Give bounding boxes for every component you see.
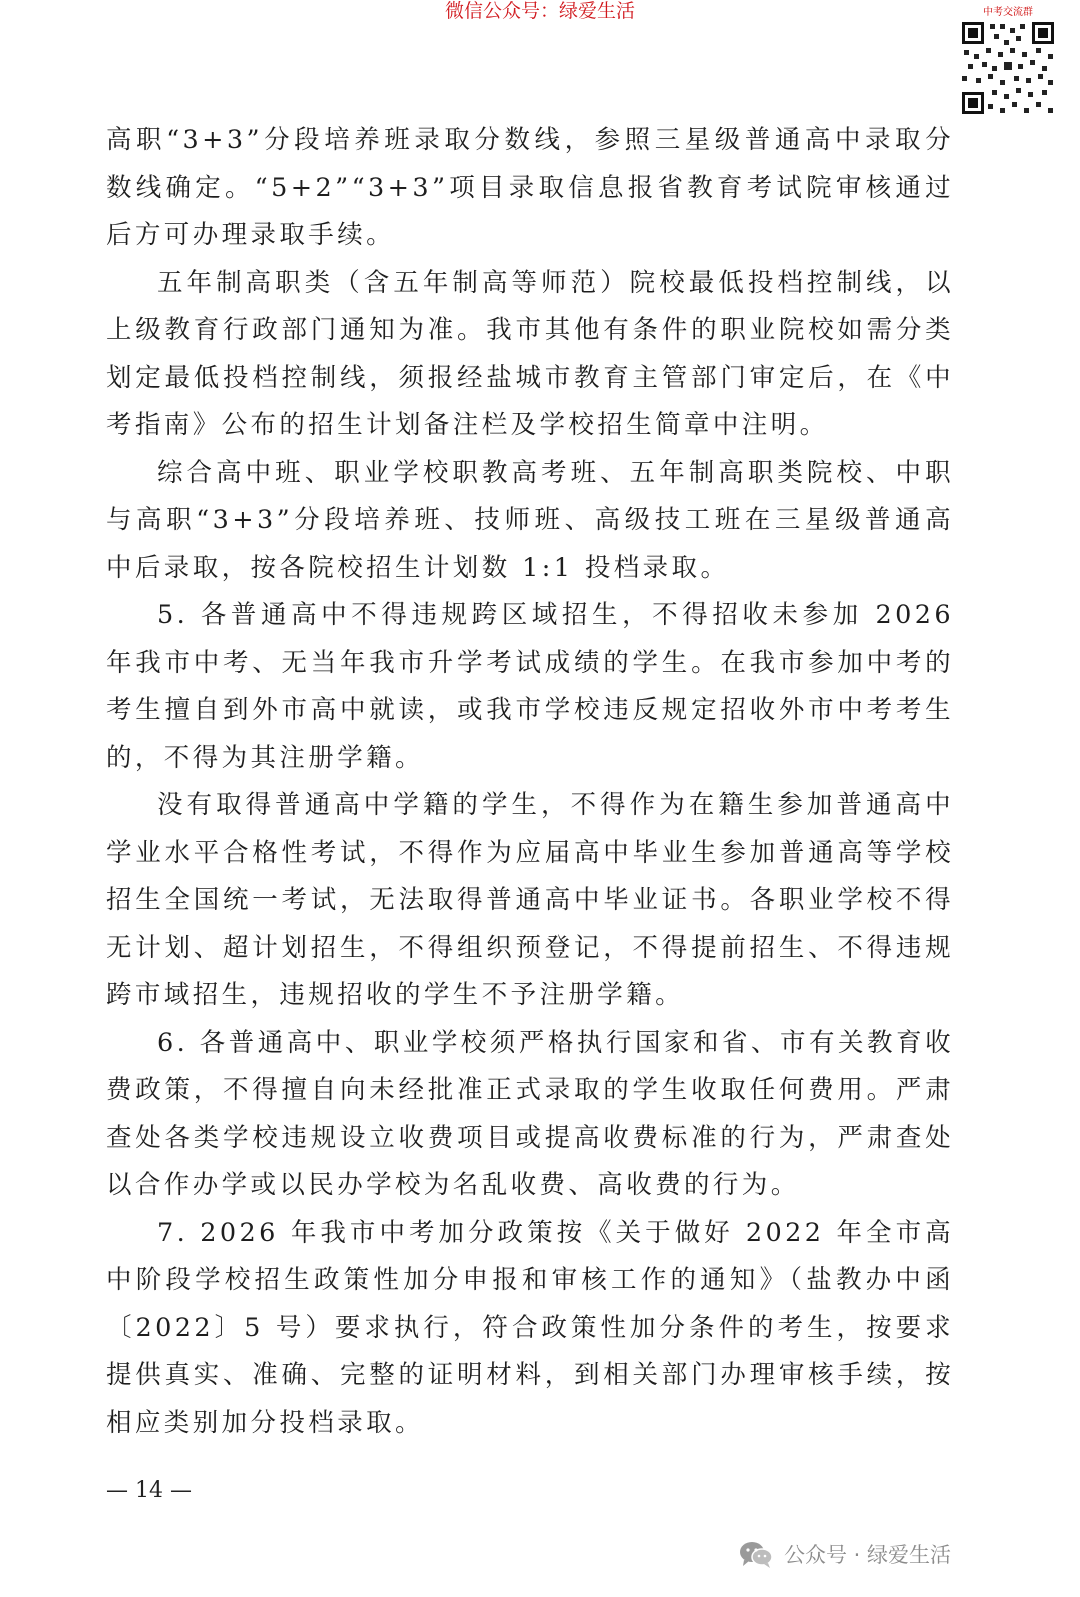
paragraph-7: 7. 2026 年我市中考加分政策按《关于做好 2022 年全市高中阶段学校招生政策性加分申报和审核工作的通知》（盐教办中函〔2022〕5 号）要求执行，符合政策性加分条件的考生，按要求提供真实、准确、完整的证明材料，到相关部门办理审核手续，按相应类别加分投档录取。 <box>106 1217 954 1438</box>
paragraph-5: 没有取得普通高中学籍的学生，不得作为在籍生参加普通高中学业水平合格性考试，不得作为应届高中毕业生参加普通高等学校招生全国统一考试，无法取得普通高中毕业证书。各职业学校不得无计划、超计划招生，不得组织预登记，不得提前招生、不得违规跨市域招生，违规招收的学生不予注册学籍。 <box>106 790 954 1010</box>
qr-label: 中考交流群 <box>983 7 1033 18</box>
paragraph-1: 高职“3+3”分段培养班录取分数线，参照三星级普通高中录取分数线确定。“5+2”“3+3”项目录取信息报省教育考试院审核通过后方可办理录取手续。 <box>106 125 954 250</box>
page-number: — 14 — <box>106 1478 192 1503</box>
qr-finder-top-left <box>962 22 984 44</box>
qr-finder-top-right <box>1032 22 1054 44</box>
paragraph-3: 综合高中班、职业学校职教高考班、五年制高职类院校、中职与高职“3+3”分段培养班、技师班、高级技工班在三星级普通高中后录取，按各院校招生计划数 1:1 投档录取。 <box>106 457 954 583</box>
wechat-icon <box>738 1539 774 1569</box>
paragraph-4: 5. 各普通高中不得违规跨区域招生，不得招收未参加 2026 年我市中考、无当年我市升学考试成绩的学生。在我市参加中考的考生擅自到外市高中就读，或我市学校违反规定招收外市中考考生的，不得为其注册学籍。 <box>106 600 954 773</box>
qr-finder-bottom-left <box>962 92 984 114</box>
paragraph-2: 五年制高职类（含五年制高等师范）院校最低投档控制线，以上级教育行政部门通知为准。我市其他有条件的职业院校如需分类划定最低投档控制线，须报经盐城市教育主管部门审定后，在《中考指南》公布的招生计划备注栏及学校招生简章中注明。 <box>106 267 954 440</box>
watermark <box>738 1537 951 1571</box>
channel-header: 微信公众号：绿爱生活 <box>444 0 635 22</box>
watermark-text: 公众号 · 绿爱生活 <box>784 1543 952 1567</box>
qr-code-icon[interactable] <box>958 18 1058 118</box>
document-body <box>106 117 954 1447</box>
paragraph-6: 6. 各普通高中、职业学校须严格执行国家和省、市有关教育收费政策，不得擅自向未经批准正式录取的学生收取任何费用。严肃查处各类学校违规设立收费项目或提高收费标准的行为，严肃查处以合作办学或以民办学校为名乱收费、高收费的行为。 <box>106 1027 954 1200</box>
